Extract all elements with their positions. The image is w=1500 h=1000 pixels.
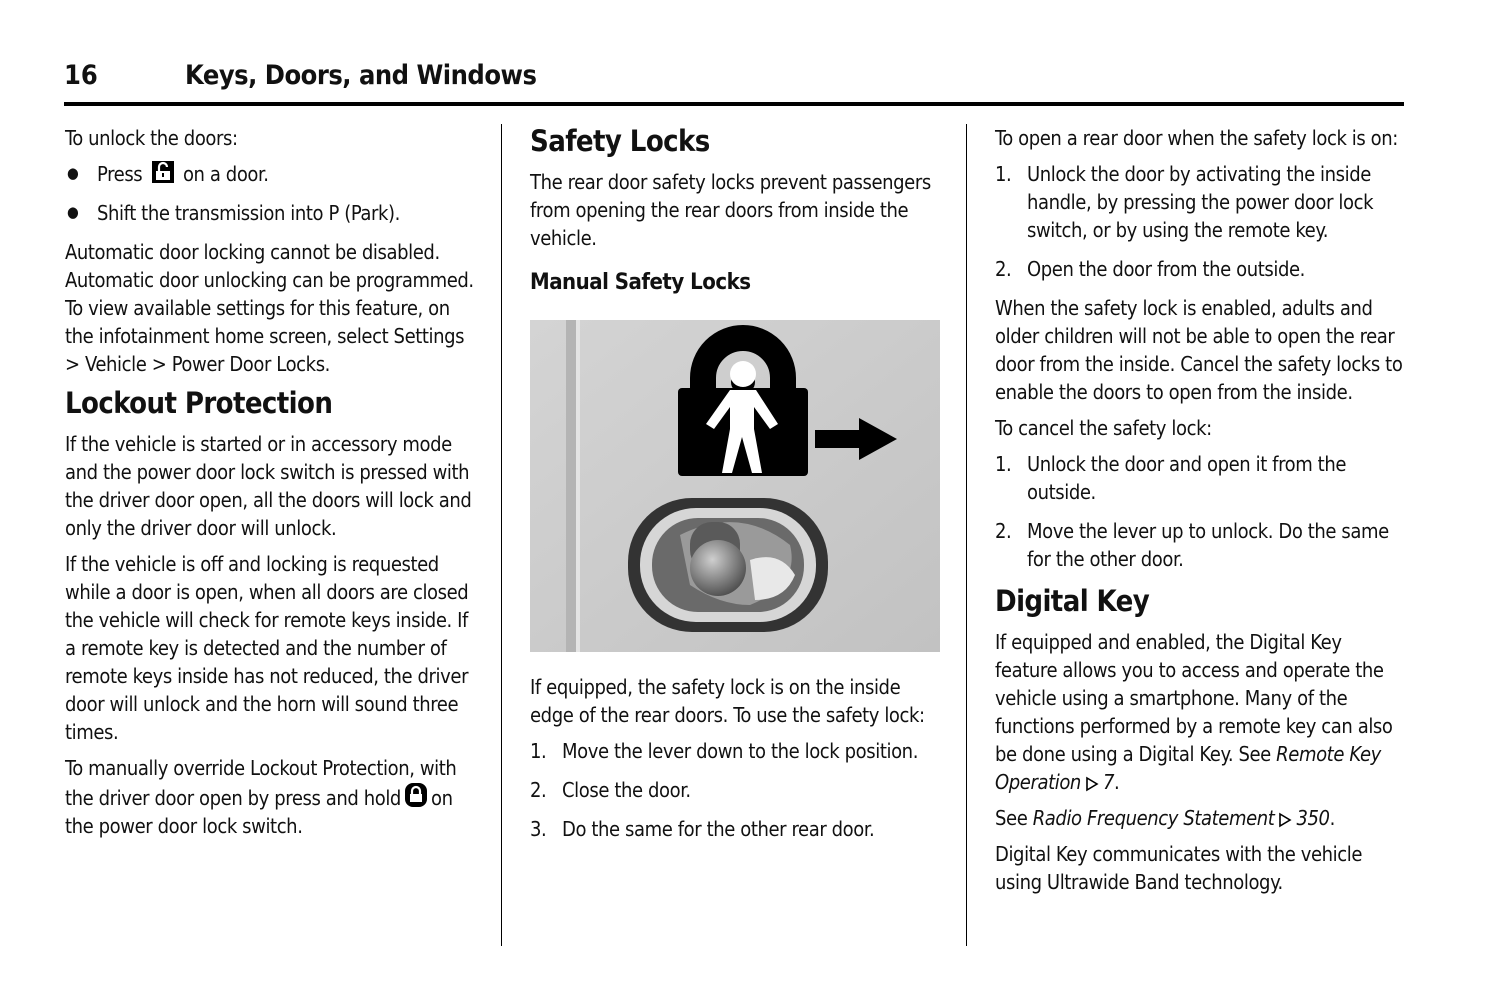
open-rear-door-intro: To open a rear door when the safety lock is on: [995,126,1398,150]
step-text: Unlock the door and open it from the outside. [1027,452,1347,504]
manual-safety-locks-heading: Manual Safety Locks [530,270,751,295]
safety-locks-heading: Safety Locks [530,124,710,158]
step-text: Move the lever down to the lock position. [562,739,919,763]
column-right [995,124,1405,904]
list-item [995,160,1405,244]
column-left [65,124,483,848]
chapter-title: Keys, Doors, and Windows [185,60,537,91]
list-item [530,776,945,804]
page-number: 16 [64,60,98,91]
remote-key-page[interactable]: 7 [1102,770,1114,794]
step-text: Do the same for the other rear door. [562,817,875,841]
list-item [65,199,483,227]
bullet-text: on a door. [182,162,269,186]
list-item [65,160,483,188]
safety-intro-paragraph: The rear door safety locks prevent passengers from opening the rear doors from inside the vehicle. [530,170,931,250]
list-item [995,450,1405,506]
radio-frequency-link[interactable]: Radio Frequency Statement [1032,806,1275,830]
step-text: Open the door from the outside. [1027,257,1305,281]
bullet-text: Shift the transmission into P (Park). [97,201,400,225]
column-middle [530,124,945,854]
step-number: 1. [995,452,1012,476]
enabled-paragraph: When the safety lock is enabled, adults and older children will not be able to open the rear door from the inside. Cancel the safety locks to enable the doors to open from the inside. [995,296,1403,404]
ultrawide-paragraph: Digital Key communicates with the vehicle using Ultrawide Band technology. [995,842,1363,894]
lockout-paragraph-1: If the vehicle is started or in accessory mode and the power door lock switch is pressed with the driver door open, all the doors will lock and only the driver door will unlock. [65,432,472,540]
lockout-paragraph-2: If the vehicle is off and locking is requested while a door is open, when all doors are closed the vehicle will check for remote keys inside. If a remote key is detected and the number of remote keys inside has not reduced, the driver door will unlock and the horn will sound three times. [65,552,469,744]
step-number: 1. [995,162,1012,186]
digital-key-paragraph: If equipped and enabled, the Digital Key feature allows you to access and operate the vehicle using a smartphone. Many of the functions performed by a remote key can also be done using a Digital Key. See Remote Key Operation 7. [995,630,1393,794]
list-item [995,255,1405,283]
lockout-protection-heading: Lockout Protection [65,386,333,420]
radio-frequency-paragraph: See Radio Frequency Statement 350. [995,806,1335,830]
step-number: 2. [995,519,1012,543]
auto-lock-paragraph: Automatic door locking cannot be disabled. Automatic door unlocking can be programmed. To view available settings for this feature, on the infotainment home screen, select Settings > Vehicle > Power Door Locks. [65,240,474,376]
step-text: Unlock the door by activating the inside handle, by pressing the power door lock switch, or by using the remote key. [1027,162,1374,242]
cancel-intro: To cancel the safety lock: [995,416,1212,440]
open-steps-list [995,160,1405,283]
step-text: Close the door. [562,778,691,802]
step-number: 3. [530,817,547,841]
step-number: 2. [995,257,1012,281]
list-item [530,815,945,843]
column-divider-2 [966,124,967,946]
unlock-icon [151,160,175,184]
list-item [530,737,945,765]
equipped-paragraph: If equipped, the safety lock is on the inside edge of the rear doors. To use the safety lock: [530,675,925,727]
cancel-steps-list [995,450,1405,573]
step-number: 1. [530,739,547,763]
lock-steps-list [530,737,945,843]
column-divider-1 [501,124,502,946]
child-safety-lock-illustration [530,320,940,652]
unlock-bullet-list [65,160,483,227]
header-rule [64,102,1404,106]
page-header [64,58,1404,104]
see-text: See [995,806,1028,830]
lock-icon [404,782,428,808]
digital-key-heading: Digital Key [995,584,1150,618]
radio-frequency-page[interactable]: 350 [1296,806,1330,830]
remote-key-operation-link[interactable]: Remote Key Operation [995,742,1381,794]
bullet-text: Press [97,162,143,186]
override-text: on the power door lock switch. [65,786,453,838]
unlock-intro: To unlock the doors: [65,126,238,150]
digital-key-text: If equipped and enabled, the Digital Key feature allows you to access and operate the vehicle using a smartphone. Many of the functions performed by a remote key can also be done using a Digital Key. See [995,630,1393,766]
list-item [995,517,1405,573]
page-reference-arrow-icon [1084,776,1100,792]
page-reference-arrow-icon [1277,812,1293,828]
step-number: 2. [530,778,547,802]
override-paragraph [65,754,483,840]
step-text: Move the lever up to unlock. Do the same for the other door. [1027,519,1389,571]
override-text: To manually override Lockout Protection, with the driver door open by press and hold [65,756,457,810]
